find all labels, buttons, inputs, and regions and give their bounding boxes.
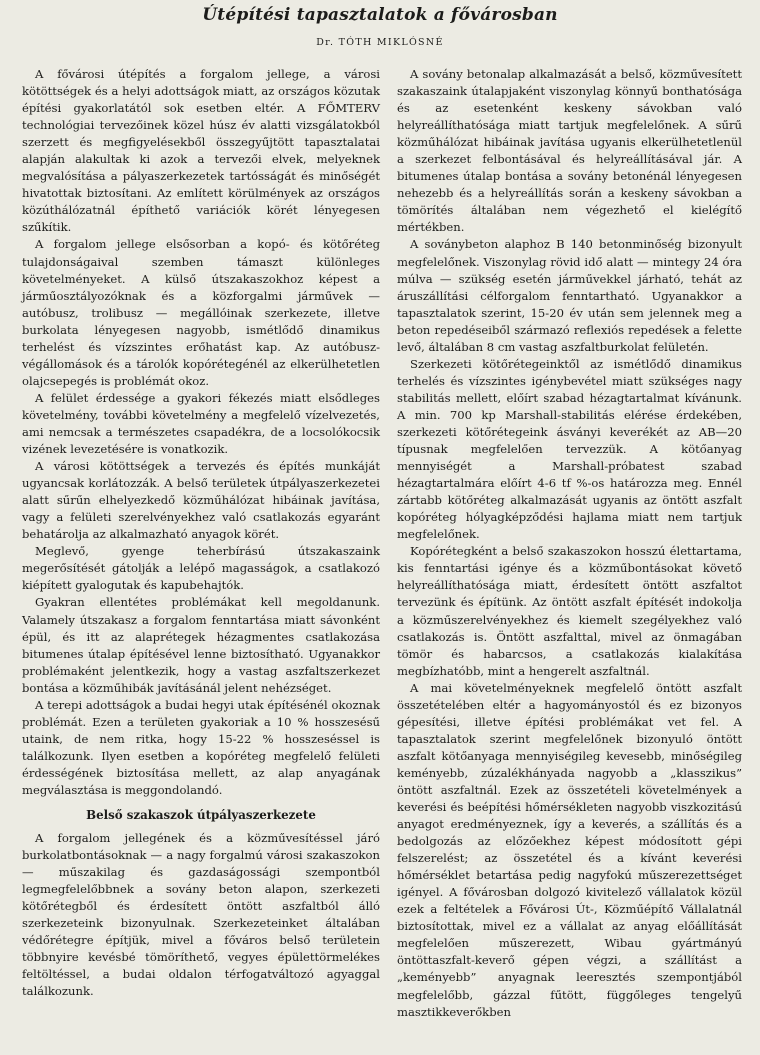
paragraph: A forgalom jellegének és a közművesítéssel járó burkolatbontásoknak — a nagy forgalmú városi szakaszokon — műszakilag és gazdaságossági szempontból legmegfelelőbbnek a sovány beton alapon, szerkezeti kötőrétegből és érdesített öntött aszfaltból álló szerkezeteink bizonyulnak. Szerkezeteinket általában védőrétegre építjük, mivel a főváros belső területein többnyire kevésbé tömöríthető, vegyes épülettörmelékes feltöltéssel, a budai oldalon térfogatváltozó agyaggal találkozunk.	[22, 831, 380, 999]
paragraph: Kopórétegként a belső szakaszokon hosszú élettartama, kis fenntartási igénye és a közműbontásokat követő helyreállíthatósága miatt, érdesített öntött aszfaltot tervezünk és építünk. Az öntött aszfalt építését indokolja a közműszerelvényekhez és kiemelt szegélyekhez való csatlakozás is. Öntött aszfalttal, mivel az önmagában tömör és habarcsos, a csatlakozás kialakítása megbízhatóbb, mint a hengerelt aszfaltnál.	[397, 544, 742, 678]
paragraph: A városi kötöttségek a tervezés és építés munkáját ugyancsak korlátozzák. A belső területek útpályaszerkezetei alatt sűrűn elhelyezkedő közműhálózat hibáinak javítása, vagy a felületi szerelvényekhez való csatlakozás egyaránt behatárolja az alkalmazható anyagok körét.	[22, 459, 380, 542]
paragraph: A felület érdessége a gyakori fékezés miatt elsődleges követelmény, további követelmény a megfelelő vízelvezetés, ami nemcsak a természetes csapadékra, de a locsolókocsik vizének levezetésére is vonatkozik.	[22, 390, 380, 457]
paragraph: A mai követelményeknek megfelelő öntött aszfalt összetételében eltér a hagyományostól és ez bizonyos gépesítési, illetve építési problémákat vet fel. A tapasztalatok szerint megfelelőnek bizonyuló öntött aszfalt kötőanyaga mennyiségileg kevesebb, minőségileg keményebb, zúzalékhányada nagyobb a „klasszikus” öntött aszfaltnál. Ezek az összetételi követelmények a keverési és beépítési hőmérsékleten nagyobb viszkozitású anyagot eredményeznek, így a keverés, a szállítás és a bedolgozás az előzőekhez képest módosított gépi felszerelést; az összetétel és a kívánt keverési hőmérséklet betartása pedig nagyfokú műszerezettséget igényel. A fővárosban dolgozó kivitelező vállalatok közül ezek a feltételek a Fővárosi Út-, Közműépítő Vállalatnál biztosítottak, mivel ez a vállalat az anyag előállítását megfelelően műszerezett, Wibau gyártmányú öntöttaszfalt-keverő gépen végzi, a szállítást a „keményebb” anyagnak leeresztés szempontjából megfelelőbb, gázzal fűtött, függőleges tengelyű masztikkeverőkben	[397, 680, 742, 1019]
paragraph: Gyakran ellentétes problémákat kell megoldanunk. Valamely útszakasz a forgalom fenntartása miatt sávonként épül, és itt az alaprétegek hézagmentes csatlakozása bitumenes útalap építésével lenne biztosítható. Ugyanakkor problémaként jelentkezik, hogy a vastag aszfaltszerkezet bontása a közműhibák javításánál jelent nehézséget.	[22, 595, 380, 695]
paragraph: Szerkezeti kötőrétegeinktől az ismétlődő dinamikus terhelés és vízszintes igénybevétel miatt szükséges nagy stabilitás mellett, előírt szabad hézagtartalmat kívánunk. A min. 700 kp Marshall-stabilitás elérése érdekében, szerkezeti kötőrétegeink ásványi keverékét az AB—20 típusnak megfelelően tervezzük. A kötőanyag mennyiségét a Marshall-próbatest szabad hézagtartalmára előírt 4-6 tf %-os határozza meg. Ennél zártabb kötőréteg alkalmazását ugyanis az öntött aszfalt kopóréteg hólyagképződési hajlama miatt nem tartjuk megfelelőnek.	[397, 356, 742, 542]
paragraph: A fővárosi útépítés a forgalom jellege, a városi kötöttségek és a helyi adottságok miatt, az országos közutak építési gyakorlatától sok esetben eltér. A FŐMTERV technológiai tervezőinek közel húsz év alatti vizsgálatokból szerzett és megfigyelésekből összegyűjtött tapasztalatai alapján alakultak ki azok a tervezői elvek, melyeknek megvalósítása a pályaszerkezetek tartósságát és minőségét hivatottak biztosítani. Az említett körülmények az országos közúthálózatnál építhető variációk körét lényegesen szűkítik.	[22, 67, 380, 235]
left-column	[22, 66, 380, 1000]
right-column	[397, 66, 742, 1021]
paragraph: A sovány betonalap alkalmazását a belső, közművesített szakaszaink útalapjaként viszonylag könnyű bonthatósága és az esetenként keskeny sávokban való helyreállíthatósága miatt tartjuk megfelelőnek. A sűrű közműhálózat hibáinak javítása ugyanis elkerülhetetlenül a szerkezet felbontásával és helyreállításával jár. A bitumenes útalap bontása a sovány betonénál lényegesen nehezebb és a helyreállítás során a keskeny sávokban a tömörítés általában nem végezhető el kielégítő mértékben.	[397, 67, 742, 235]
article-author: Dr. TÓTH MIKLÓSNÉ	[316, 37, 444, 48]
paragraph: Meglevő, gyenge teherbírású útszakaszaink megerősítését gátolják a lelépő magasságok, a csatlakozó kiépített gyalogutak és kapubehajtók.	[22, 544, 380, 593]
paragraph: A terepi adottságok a budai hegyi utak építésénél okoznak problémát. Ezen a területen gyakoriak a 10 % hosszesésű utaink, de nem ritka, hogy 15-22 % hosszeséssel is találkozunk. Ilyen esetben a kopóréteg megfelelő felületi érdességének biztosítása mellett, az alap anyagának megválasztása is meggondolandó.	[22, 697, 380, 797]
section-heading: Belső szakaszok útpályaszerkezete	[86, 808, 316, 823]
article-title: Útépítési tapasztalatok a fővárosban	[202, 5, 558, 25]
paragraph: A soványbeton alaphoz B 140 betonminőség bizonyult megfelelőnek. Viszonylag rövid idő alatt — mintegy 24 óra múlva — szükség esetén járművekkel járható, tehát az áruszállítási célforgalom fenntartható. Ugyanakkor a tapasztalatok szerint, 15-20 év után sem jelennek meg a beton repedéseiből származó reflexiós repedések a felette levő, általában 8 cm vastag aszfaltburkolat felületén.	[397, 237, 742, 354]
paragraph: A forgalom jellege elsősorban a kopó- és kötőréteg tulajdonságaival szemben támaszt különleges követelményeket. A külső útszakaszokhoz képest a járműosztályozóknak és a közforgalmi járművek — autóbusz, trolibusz — megállóinak szerkezete, illetve burkolata lényegesen nagyobb, ismétlődő dinamikus terhelést és vízszintes erőhatást kap. Az autóbusz-végállomások és a tárolók kopórétegénél az elkerülhetetlen olajcsepegés is problémát okoz.	[22, 237, 380, 388]
